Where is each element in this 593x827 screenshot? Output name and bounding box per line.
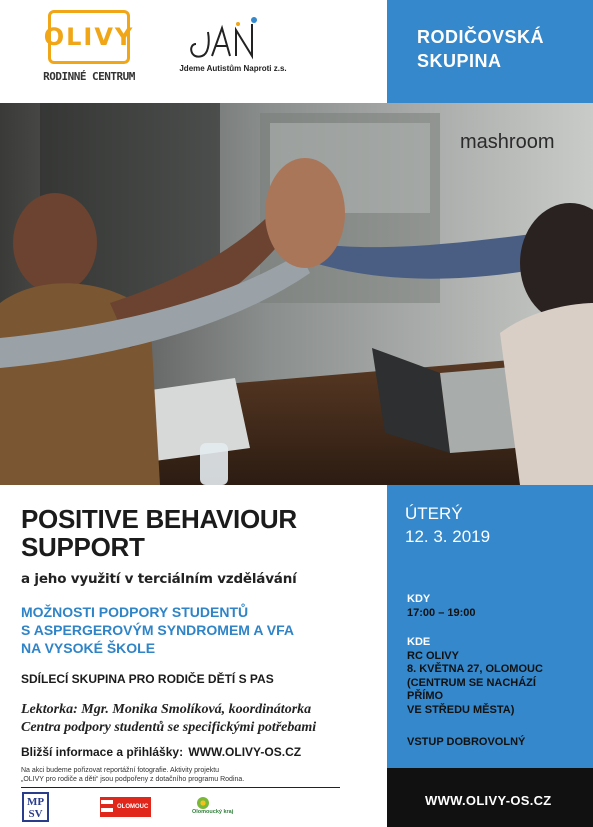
topic-line-3: NA VYSOKÉ ŠKOLE bbox=[21, 640, 156, 656]
header bbox=[0, 0, 387, 103]
where-line-2: 8. KVĚTNA 27, OLOMOUC bbox=[407, 663, 543, 675]
lecturer-info bbox=[21, 701, 316, 737]
sharing-group-label: SDÍLECÍ SKUPINA PRO RODIČE DĚTÍ S PAS bbox=[21, 672, 274, 686]
where-line-5: VE STŘEDU MĚSTA) bbox=[407, 703, 515, 716]
event-details-panel bbox=[387, 485, 593, 768]
photo-notice-line-1: Na akci budeme pořizovat reportážní fotografie. Aktivity projektu bbox=[21, 767, 220, 774]
subheadline: a jeho využití v terciálním vzdělávání bbox=[21, 571, 297, 587]
where-line-1: RC OLIVY bbox=[407, 649, 459, 662]
group-label-panel bbox=[387, 0, 593, 103]
website-footer bbox=[387, 768, 593, 827]
headline bbox=[21, 505, 297, 561]
headline-line-1: POSITIVE BEHAVIOUR bbox=[21, 504, 297, 534]
when-value: 17:00 – 19:00 bbox=[407, 606, 476, 619]
olomoucky-kraj-logo bbox=[192, 797, 252, 817]
headline-line-2: SUPPORT bbox=[21, 532, 145, 562]
olivy-logo-text: OLIVY bbox=[43, 23, 135, 51]
info-url-link[interactable]: WWW.OLIVY-OS.CZ bbox=[188, 745, 302, 759]
jan-logo-subtitle: Jdeme Autistům Naproti z.s. bbox=[179, 64, 287, 73]
topic-line-1: MOŽNOSTI PODPORY STUDENTŮ bbox=[21, 604, 249, 620]
photo-notice-line-2: „OLIVY pro rodiče a děti“ jsou podpořeny z dotačního programu Rodina. bbox=[21, 776, 245, 783]
info-line bbox=[21, 745, 301, 759]
group-label: RODIČOVSKÁ SKUPINA bbox=[417, 27, 545, 71]
photo-notice bbox=[21, 766, 244, 784]
where-label: KDE bbox=[407, 636, 431, 648]
olivy-badge bbox=[43, 10, 135, 64]
mpsv-logo bbox=[22, 792, 49, 822]
olivy-logo-subtitle: RODINNÉ CENTRUM bbox=[43, 70, 135, 83]
olivy-logo bbox=[43, 10, 135, 90]
info-label: Bližší informace a přihlášky: bbox=[21, 745, 184, 759]
topic-block bbox=[21, 603, 294, 657]
lecturer-line-2: Centra podpory studentů se specifickými potřebami bbox=[21, 720, 317, 735]
event-date: 12. 3. 2019 bbox=[405, 527, 491, 546]
footer-divider bbox=[21, 787, 340, 788]
flower-icon bbox=[197, 797, 209, 809]
website-link[interactable]: WWW.OLIVY-OS.CZ bbox=[425, 793, 552, 808]
kraj-logo-text: Olomoucký kraj bbox=[192, 809, 234, 815]
olomouc-logo bbox=[100, 796, 155, 818]
olomouc-logo-text: OLOMOUC bbox=[114, 797, 151, 817]
jan-logo bbox=[178, 14, 288, 84]
mpsv-logo-line-1: MP bbox=[26, 796, 45, 808]
wall-sign: mashroom bbox=[460, 131, 555, 153]
photo-illustration bbox=[0, 103, 593, 485]
where-block bbox=[407, 636, 543, 717]
when-label: KDY bbox=[407, 593, 431, 605]
when-block bbox=[407, 593, 476, 620]
olomouc-flag-icon bbox=[100, 797, 114, 817]
event-day: ÚTERÝ bbox=[405, 504, 463, 523]
topic-line-2: S ASPERGEROVÝM SYNDROMEM A VFA bbox=[21, 622, 295, 638]
main-content bbox=[0, 485, 387, 827]
where-line-4: PŘÍMO bbox=[407, 690, 444, 702]
high-five-photo bbox=[0, 103, 593, 485]
lecturer-line-1: Lektorka: Mgr. Monika Smolíková, koordinátorka bbox=[21, 702, 312, 717]
where-line-3: (CENTRUM SE NACHÁZÍ bbox=[407, 676, 536, 689]
entry-info: VSTUP DOBROVOLNÝ bbox=[407, 736, 526, 748]
mpsv-logo-line-2: SV bbox=[28, 808, 43, 820]
jan-logo-mark bbox=[188, 14, 268, 62]
